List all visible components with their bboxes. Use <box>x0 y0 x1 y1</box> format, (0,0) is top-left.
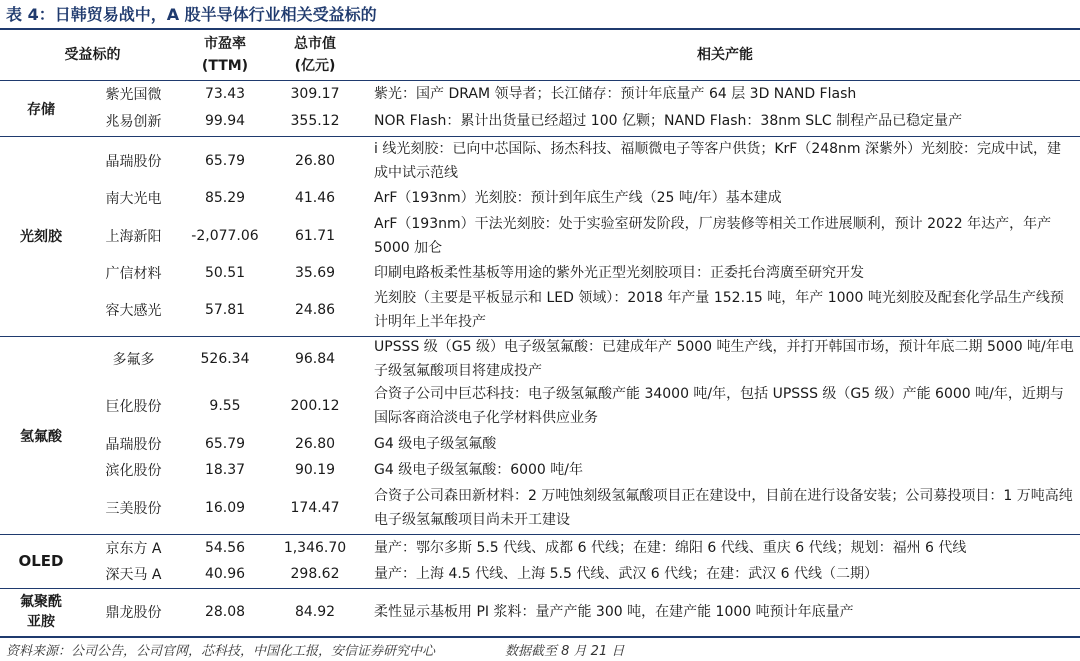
cap-cell: 84.92 <box>294 604 336 620</box>
capacity-cell: 柔性显示基板用 PI 浆料：量产产能 300 吨，在建产能 1000 吨预计年底量产 <box>374 604 854 620</box>
capacity-cell: ArF（193nm）干法光刻胶：处于实验室研发阶段，厂房装修等相关工作进展顺利，预计 2022 年达产，年产 5000 加仑 <box>374 216 1052 256</box>
company-cell: 容大感光 <box>105 303 162 319</box>
cap-cell: 90.19 <box>294 462 336 478</box>
company-cell: 广信材料 <box>105 266 162 282</box>
category-label: 光刻胶 <box>20 229 62 245</box>
pe-cell: 99.94 <box>204 113 246 129</box>
capacity-cell: 合资子公司中巨芯科技：电子级氢氟酸产能 34000 吨/年，包括 UPSSS 级（G5 级）产能 6000 吨/年，近期与国际客商洽淡电子化学材料供应业务 <box>374 386 1064 426</box>
source-note <box>6 640 624 659</box>
capacity-cell: G4 级电子级氢氟酸：6000 吨/年 <box>374 462 584 478</box>
header-cap-line2: (亿元) <box>294 58 336 74</box>
cap-cell: 355.12 <box>290 113 340 129</box>
company-cell: 南大光电 <box>105 191 162 207</box>
category-photoresist <box>0 137 82 335</box>
company-cell: 深天马 A <box>105 567 162 583</box>
pe-cell: 526.34 <box>200 351 250 367</box>
category-fluorinated-polyimide <box>0 589 82 635</box>
company-cell: 滨化股份 <box>105 463 162 479</box>
source-text: 资料来源：公司公告，公司官网，芯科技，中国化工报，安信证券研究中心 <box>6 644 436 659</box>
cap-cell: 298.62 <box>290 566 340 582</box>
header-company-label: 受益标的 <box>64 47 121 63</box>
company-cell: 兆易创新 <box>105 114 162 130</box>
company-cell: 巨化股份 <box>105 399 162 415</box>
company-cell: 鼎龙股份 <box>105 605 162 621</box>
capacity-cell: 光刻胶（主要是平板显示和 LED 领域）：2018 年产量 152.15 吨，年产 1000 吨光刻胶及配套化学品生产线预计明年上半年投产 <box>374 290 1064 330</box>
pe-cell: 16.09 <box>204 500 246 516</box>
cap-cell: 174.47 <box>290 500 340 516</box>
header-cap <box>265 30 365 80</box>
cap-cell: 309.17 <box>290 86 340 102</box>
capacity-cell: 量产：上海 4.5 代线、上海 5.5 代线、武汉 6 代线；在建：武汉 6 代线（二期） <box>374 566 878 582</box>
category-oled <box>0 535 82 587</box>
cap-cell: 96.84 <box>294 351 336 367</box>
capacity-cell: i 线光刻胶：已向中芯国际、扬杰科技、福顺微电子等客户供货；KrF（248nm 深紫外）光刻胶：完成中试，建成中试示范线 <box>374 141 1062 181</box>
pe-cell: 50.51 <box>204 265 246 281</box>
bottom-rule <box>0 636 1080 638</box>
header-capacity-label: 相关产能 <box>697 47 753 63</box>
pe-cell: 85.29 <box>204 190 246 206</box>
header-pe-line2: (TTM) <box>201 58 249 74</box>
category-label: OLED <box>18 552 64 570</box>
cap-cell: 1,346.70 <box>283 540 347 556</box>
category-label: 氢氟酸 <box>20 428 62 445</box>
company-cell: 京东方 A <box>105 541 162 557</box>
company-cell: 上海新阳 <box>105 229 162 245</box>
pe-cell: 73.43 <box>204 86 246 102</box>
category-label-line2: 亚胺 <box>27 614 55 630</box>
pe-cell: 54.56 <box>204 540 246 556</box>
capacity-cell: 印刷电路板柔性基板等用途的紫外光正型光刻胶项目：正委托台湾廣至研究开发 <box>374 265 864 281</box>
company-cell: 三美股份 <box>105 501 162 517</box>
header-cap-line1: 总市值 <box>294 36 336 52</box>
pe-cell: 40.96 <box>204 566 246 582</box>
capacity-cell: 紫光：国产 DRAM 领导者；长江储存：预计年底量产 64 层 3D NAND Flash <box>374 86 857 102</box>
company-cell: 晶瑞股份 <box>105 437 162 453</box>
pe-cell: 65.79 <box>204 153 246 169</box>
cap-cell: 35.69 <box>294 265 336 281</box>
category-label: 存储 <box>27 101 55 118</box>
category-label-line1: 氟聚酰 <box>20 594 62 610</box>
capacity-cell: G4 级电子级氢氟酸 <box>374 436 497 452</box>
pe-cell: 18.37 <box>204 462 246 478</box>
cap-cell: 61.71 <box>294 228 336 244</box>
header-pe-line1: 市盈率 <box>204 36 246 52</box>
category-storage <box>0 81 82 136</box>
capacity-cell: 量产：鄂尔多斯 5.5 代线、成都 6 代线；在建：绵阳 6 代线、重庆 6 代线；规划：福州 6 代线 <box>374 540 967 556</box>
header-capacity <box>370 30 1080 80</box>
capacity-cell: NOR Flash：累计出货量已经超过 100 亿颗；NAND Flash：38nm SLC 制程产品已稳定量产 <box>374 113 963 129</box>
table-title: 表 4：日韩贸易战中，A 股半导体行业相关受益标的 <box>6 5 377 24</box>
cap-cell: 200.12 <box>290 398 340 414</box>
cap-cell: 26.80 <box>294 436 336 452</box>
header-pe <box>185 30 265 80</box>
pe-cell: 65.79 <box>204 436 246 452</box>
capacity-cell: ArF（193nm）光刻胶：预计到年底生产线（25 吨/年）基本建成 <box>374 190 782 206</box>
capacity-cell: UPSSS 级（G5 级）电子级氢氟酸：已建成年产 5000 吨生产线，并打开韩国市场，预计年底二期 5000 吨/年电子级氢氟酸项目将建成投产 <box>374 339 1074 379</box>
company-cell: 多氟多 <box>112 352 155 368</box>
company-cell: 晶瑞股份 <box>105 154 162 170</box>
pe-cell: 28.08 <box>204 604 246 620</box>
cap-cell: 26.80 <box>294 153 336 169</box>
cap-cell: 24.86 <box>294 302 336 318</box>
pe-cell: 9.55 <box>209 398 241 414</box>
header-company <box>0 30 185 80</box>
company-cell: 紫光国微 <box>105 87 162 103</box>
cap-cell: 41.46 <box>294 190 336 206</box>
category-hydrofluoric-acid <box>0 337 82 534</box>
date-note: 数据截至 8 月 21 日 <box>505 644 625 659</box>
capacity-cell: 合资子公司森田新材料：2 万吨蚀刻级氢氟酸项目正在建设中，目前在进行设备安装；公司募投项目：1 万吨高纯电子级氢氟酸项目尚未开工建设 <box>374 488 1073 528</box>
pe-cell: 57.81 <box>204 302 246 318</box>
pe-cell: -2,077.06 <box>191 228 259 244</box>
